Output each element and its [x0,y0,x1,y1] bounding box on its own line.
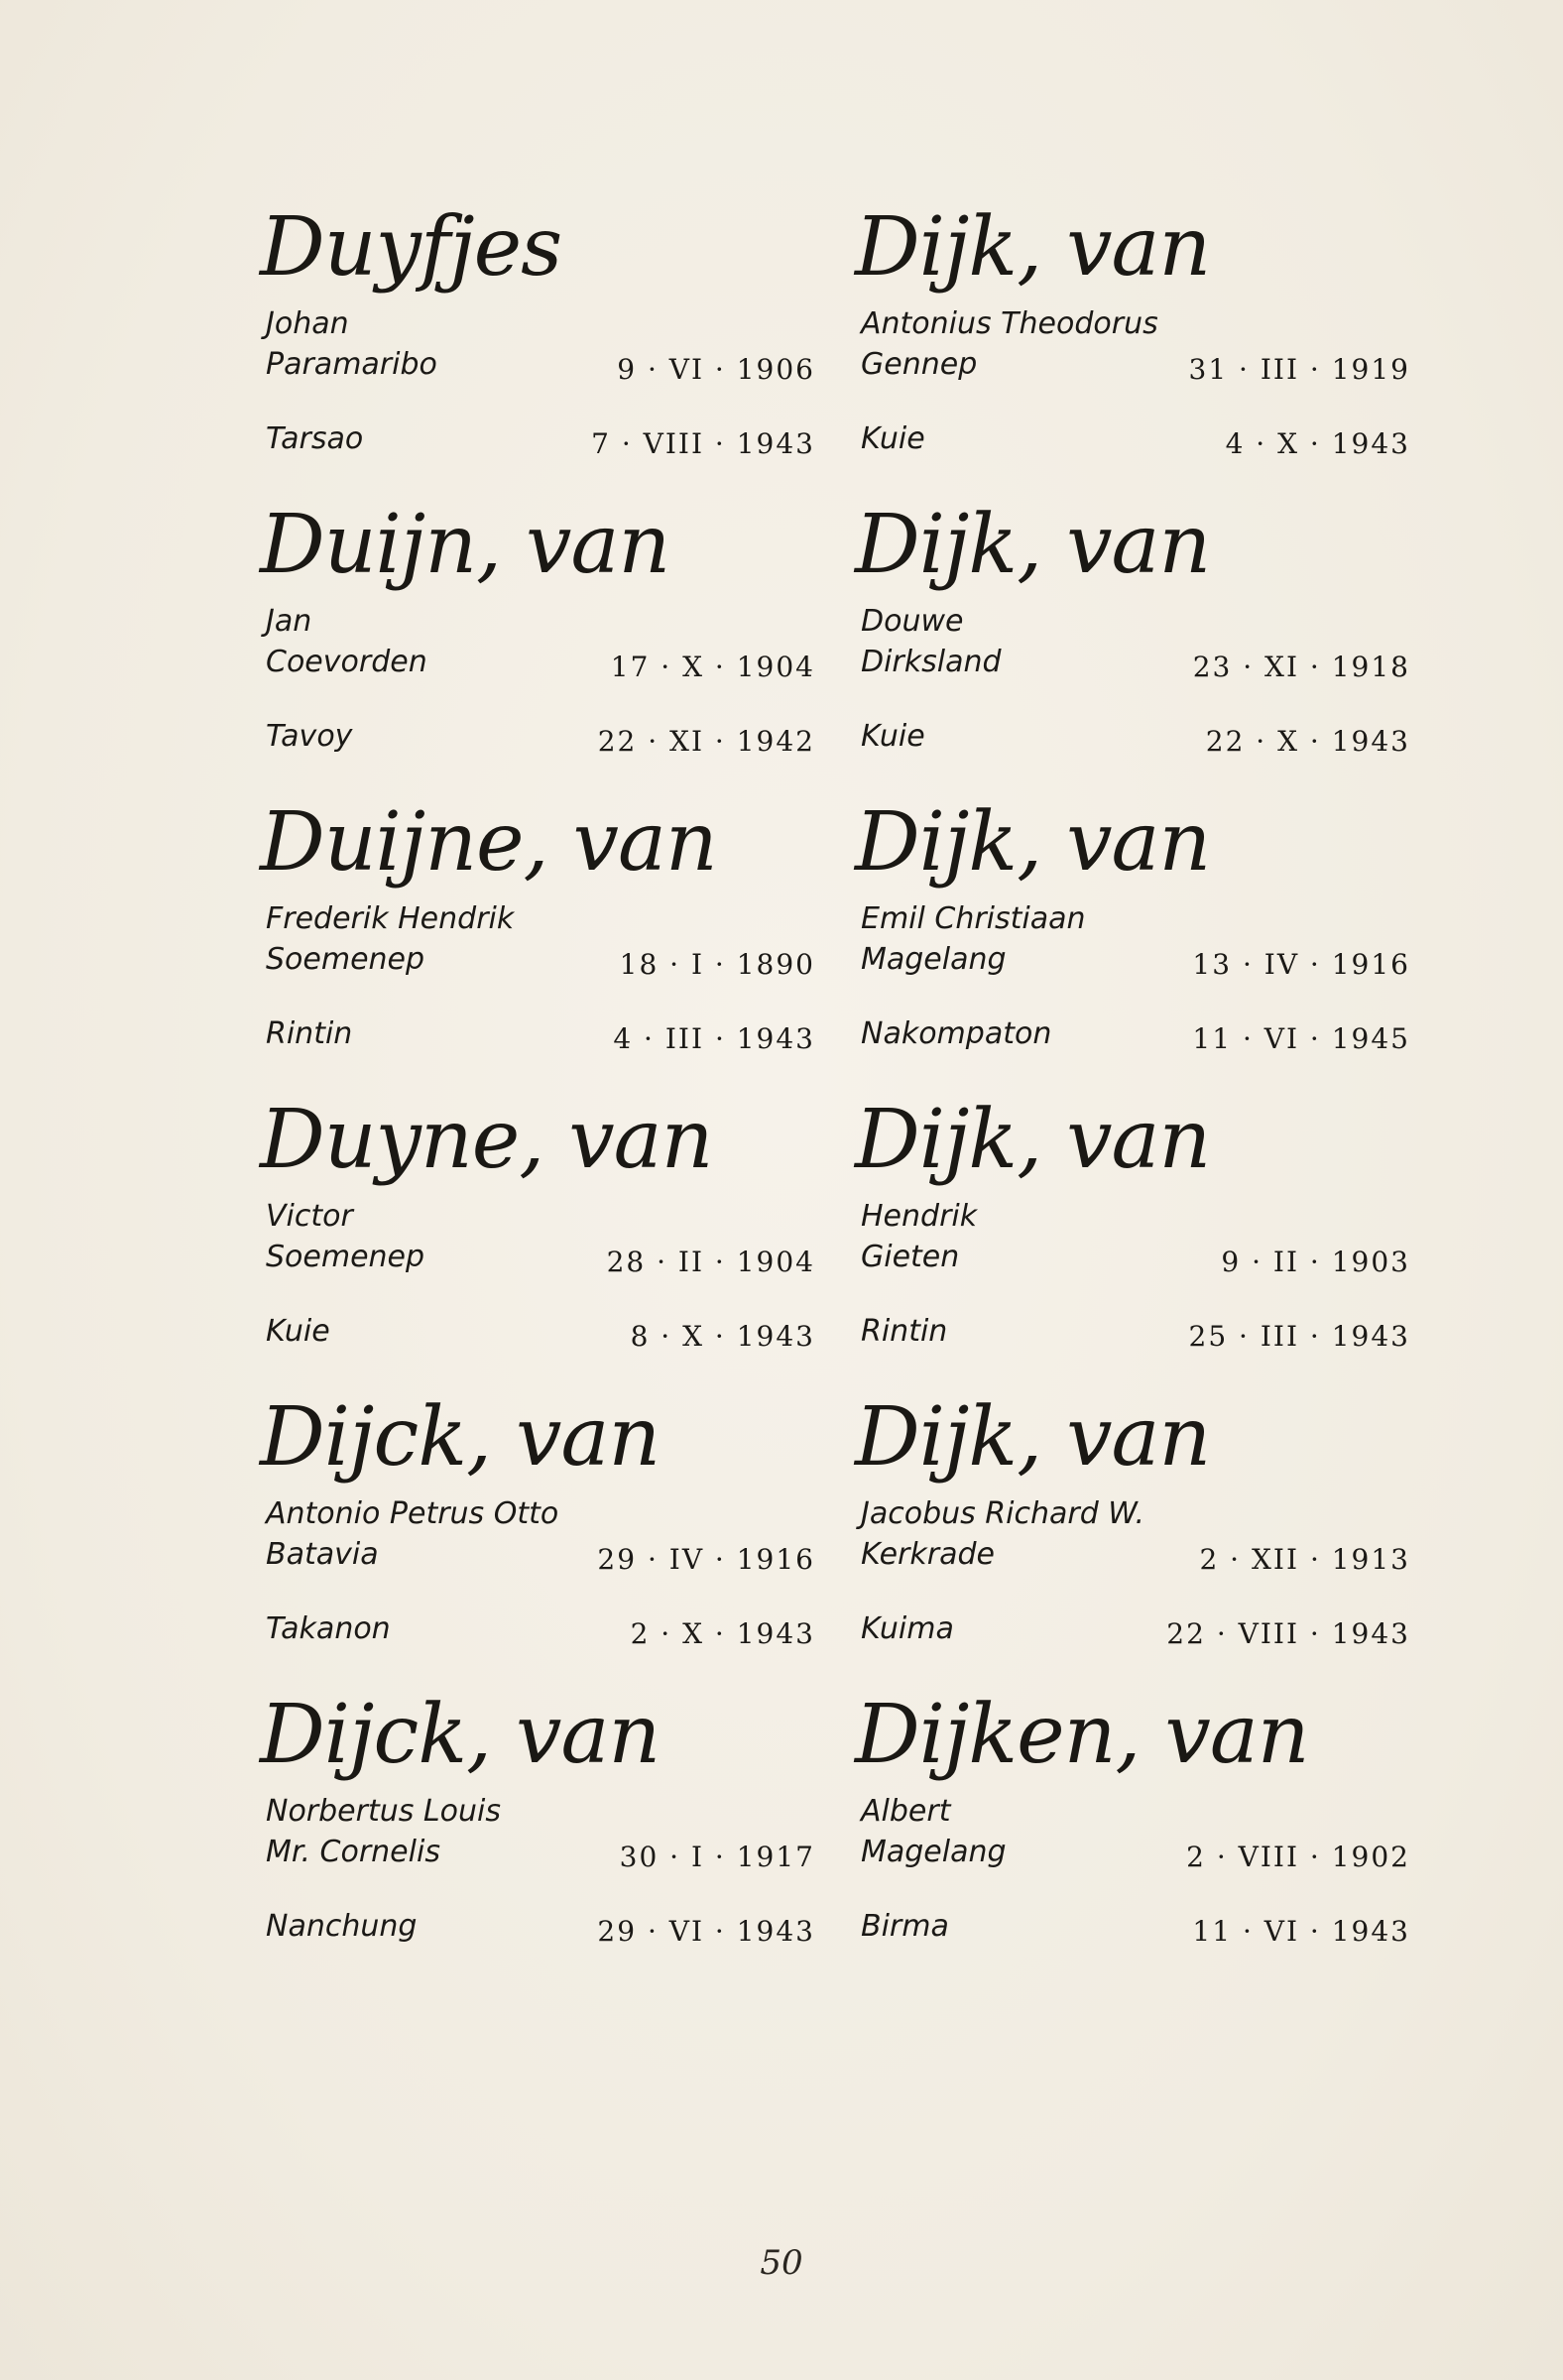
birth-date: 2 · VIII · 1902 [1186,1841,1410,1873]
birth-place: Batavia [266,1537,379,1572]
birth-place: Paramaribo [266,347,437,382]
surname: Dijk, van [855,200,1211,295]
birth-date: 13 · IV · 1916 [1192,948,1410,981]
list-item [260,795,815,1086]
list-item [855,1390,1410,1681]
death-date: 4 · X · 1943 [1225,427,1410,460]
death-place: Takanon [266,1611,391,1646]
given-names: Norbertus Louis [266,1794,501,1829]
death-date: 11 · VI · 1945 [1192,1022,1410,1055]
given-names: Antonius Theodorus [861,306,1158,341]
surname: Dijken, van [855,1688,1309,1782]
birth-place: Magelang [861,1835,1007,1869]
left-column [260,0,815,2380]
death-place: Tarsao [266,421,364,456]
given-names: Frederik Hendrik [266,901,515,936]
death-date: 22 · X · 1943 [1205,725,1410,758]
birth-date: 29 · IV · 1916 [597,1543,815,1576]
death-date: 8 · X · 1943 [630,1320,815,1353]
list-item [260,1688,815,1978]
given-names: Antonio Petrus Otto [266,1496,559,1531]
list-item [260,200,815,491]
list-item [855,200,1410,491]
birth-place: Gieten [861,1240,960,1274]
given-names: Jacobus Richard W. [861,1496,1145,1531]
list-item [855,1688,1410,1978]
right-column [855,0,1410,2380]
list-item [260,1390,815,1681]
death-place: Tavoy [266,719,353,754]
death-place: Birma [861,1909,949,1944]
death-place: Kuie [861,719,925,754]
list-item [260,1093,815,1383]
surname: Duijne, van [260,795,717,890]
birth-place: Soemenep [266,942,425,977]
given-names: Albert [861,1794,951,1829]
list-item [855,1093,1410,1383]
birth-date: 23 · XI · 1918 [1192,651,1410,683]
surname: Dijk, van [855,795,1211,890]
surname: Dijck, van [260,1390,661,1485]
birth-date: 28 · II · 1904 [606,1246,815,1278]
surname: Dijk, van [855,498,1211,592]
given-names: Victor [266,1199,353,1234]
death-date: 22 · XI · 1942 [597,725,815,758]
death-place: Nakompaton [861,1016,1052,1051]
death-place: Rintin [861,1314,948,1349]
birth-date: 18 · I · 1890 [619,948,815,981]
death-place: Kuie [266,1314,330,1349]
surname: Duijn, van [260,498,670,592]
death-date: 22 · VIII · 1943 [1166,1617,1410,1650]
death-date: 7 · VIII · 1943 [591,427,815,460]
death-date: 11 · VI · 1943 [1192,1915,1410,1948]
page-number: 50 [760,2243,803,2283]
given-names: Jan [266,604,312,639]
birth-place: Kerkrade [861,1537,995,1572]
surname: Dijk, van [855,1093,1211,1187]
death-place: Kuie [861,421,925,456]
given-names: Hendrik [861,1199,978,1234]
birth-date: 2 · XII · 1913 [1199,1543,1410,1576]
birth-place: Soemenep [266,1240,425,1274]
birth-date: 30 · I · 1917 [619,1841,815,1873]
birth-place: Mr. Cornelis [266,1835,440,1869]
death-date: 2 · X · 1943 [630,1617,815,1650]
surname: Duyne, van [260,1093,713,1187]
birth-place: Gennep [861,347,978,382]
given-names: Douwe [861,604,964,639]
death-place: Kuima [861,1611,954,1646]
death-date: 25 · III · 1943 [1188,1320,1410,1353]
list-item [260,498,815,788]
surname: Dijck, van [260,1688,661,1782]
given-names: Emil Christiaan [861,901,1086,936]
surname: Dijk, van [855,1390,1211,1485]
birth-date: 31 · III · 1919 [1188,353,1410,386]
death-place: Nanchung [266,1909,418,1944]
surname: Duyfjes [260,200,562,295]
list-item [855,795,1410,1086]
death-place: Rintin [266,1016,353,1051]
death-date: 29 · VI · 1943 [597,1915,815,1948]
birth-date: 17 · X · 1904 [610,651,815,683]
birth-place: Dirksland [861,645,1002,679]
given-names: Johan [266,306,349,341]
death-date: 4 · III · 1943 [613,1022,815,1055]
birth-date: 9 · VI · 1906 [617,353,815,386]
list-item [855,498,1410,788]
birth-date: 9 · II · 1903 [1221,1246,1410,1278]
birth-place: Coevorden [266,645,427,679]
birth-place: Magelang [861,942,1007,977]
